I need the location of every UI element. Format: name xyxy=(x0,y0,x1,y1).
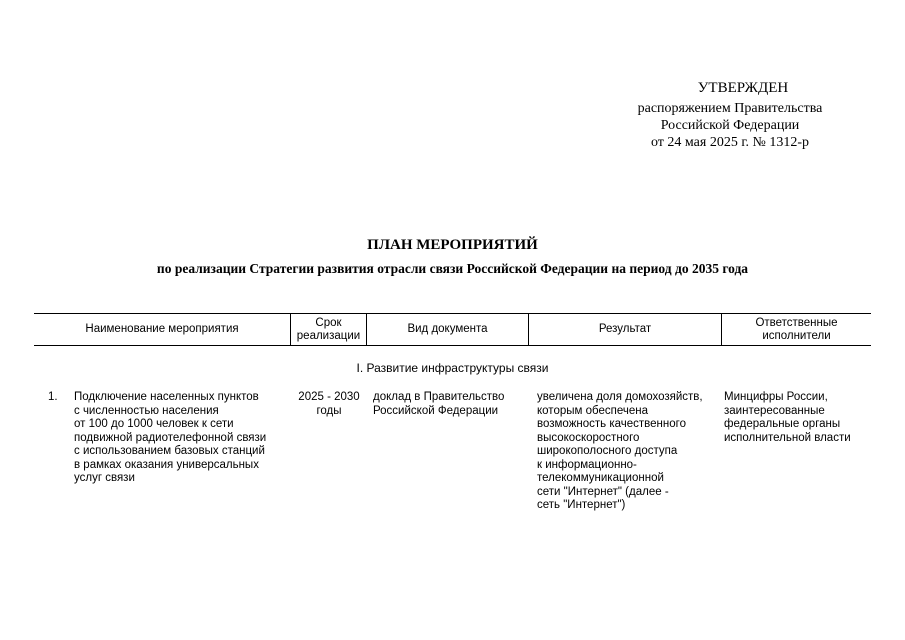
row-name-line: от 100 до 1000 человек к сети xyxy=(74,418,234,430)
row-name-line: в рамках оказания универсальных xyxy=(74,458,259,471)
header-name xyxy=(34,314,291,345)
row-executors-line: исполнительной власти xyxy=(724,431,851,444)
header-result-label: Результат xyxy=(598,323,652,335)
row-executors xyxy=(722,391,871,513)
header-name-label: Наименование мероприятия xyxy=(85,323,239,335)
row-result-line: к информационно- xyxy=(537,458,637,471)
row-name-line: с численностью населения xyxy=(74,404,219,417)
row-result-line: высокоскоростного xyxy=(537,431,640,444)
row-document-line: доклад в Правительство xyxy=(373,391,505,403)
row-document xyxy=(367,391,529,513)
document-title-block xyxy=(0,236,905,278)
header-document xyxy=(367,314,529,345)
row-name-line: услуг связи xyxy=(74,472,135,484)
header-term-line-2: реализации xyxy=(296,329,361,342)
row-result-line: которым обеспечена xyxy=(537,404,648,417)
row-term xyxy=(291,391,367,513)
row-result-line: сети "Интернет" (далее - xyxy=(537,485,669,498)
table-header xyxy=(34,313,871,346)
header-executors-line-2: исполнители xyxy=(762,329,831,342)
row-result xyxy=(529,391,722,513)
header-term-line-1: Срок xyxy=(315,316,342,329)
row-result-line: возможность качественного xyxy=(537,418,686,430)
header-executors-line-1: Ответственные xyxy=(755,316,838,329)
row-executors-line: заинтересованные xyxy=(724,404,825,417)
row-name-line: с использованием базовых станций xyxy=(74,445,265,457)
header-term xyxy=(291,314,367,345)
row-result-line: широкополосного доступа xyxy=(537,445,678,457)
row-name xyxy=(74,391,291,513)
row-term-line: годы xyxy=(316,404,342,417)
row-name-line: подвижной радиотелефонной связи xyxy=(74,431,267,444)
document-title: ПЛАН МЕРОПРИЯТИЙ xyxy=(367,237,538,253)
section-heading: I. Развитие инфраструктуры связи xyxy=(356,361,549,375)
header-executors xyxy=(722,314,871,345)
approval-stamp xyxy=(580,80,880,151)
approval-line-2: Российской Федерации xyxy=(660,118,800,133)
row-result-line: телекоммуникационной xyxy=(537,472,664,484)
row-executors-line: федеральные органы xyxy=(724,418,841,430)
row-executors-line: Минцифры России, xyxy=(724,391,828,403)
header-result xyxy=(529,314,722,345)
row-number: 1. xyxy=(48,391,58,403)
table-row xyxy=(34,391,871,513)
approved-heading: УТВЕРЖДЕН xyxy=(697,80,789,96)
row-name-line: Подключение населенных пунктов xyxy=(74,391,259,403)
plan-table xyxy=(34,313,871,513)
row-term-line: 2025 - 2030 xyxy=(298,391,360,403)
row-document-line: Российской Федерации xyxy=(373,404,499,417)
row-result-line: увеличена доля домохозяйств, xyxy=(537,391,703,403)
row-result-line: сеть "Интернет") xyxy=(537,499,626,511)
header-document-label: Вид документа xyxy=(407,323,488,335)
document-subtitle: по реализации Стратегии развития отрасли связи Российской Федерации на период до 2035 года xyxy=(156,261,749,276)
approval-line-3: от 24 мая 2025 г. № 1312-р xyxy=(650,135,810,150)
approval-line-1: распоряжением Правительства xyxy=(637,101,823,116)
